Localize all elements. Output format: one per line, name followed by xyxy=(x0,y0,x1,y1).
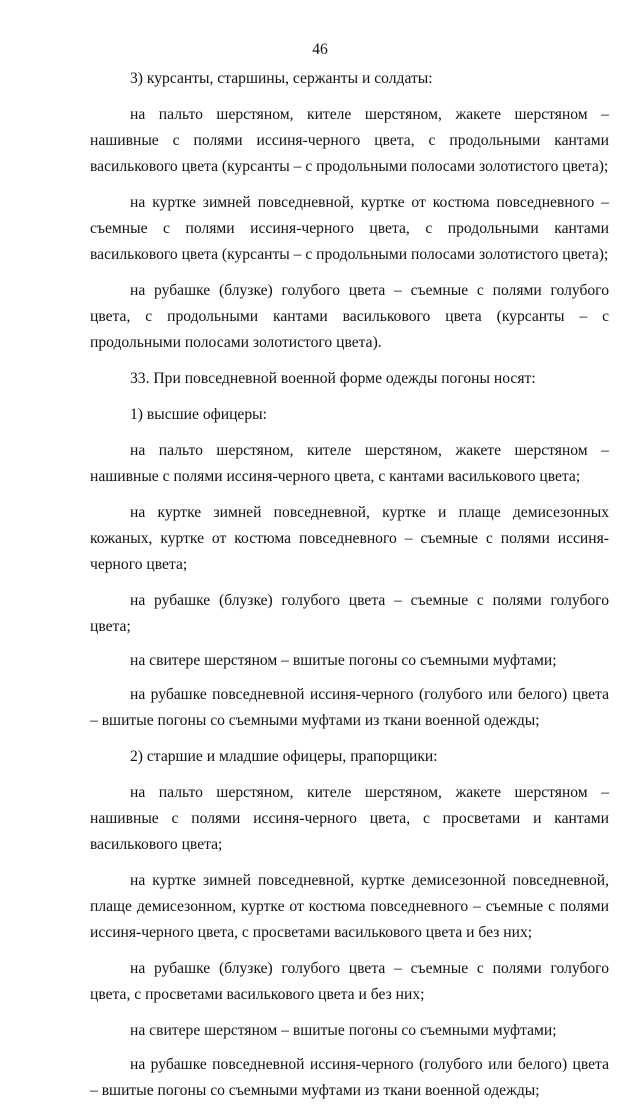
paragraph: на пальто шерстяном, кителе шерстяном, жакете шерстяном – нашивные с полями иссиня-черного цвета, с просветами и кантами василькового цвета; xyxy=(90,784,609,853)
paragraph: на свитере шерстяном – вшитые погоны со съемными муфтами; xyxy=(130,1022,557,1039)
paragraph: на свитере шерстяном – вшитые погоны со съемными муфтами; xyxy=(130,652,557,669)
paragraph: на куртке зимней повседневной, куртке и плаще демисезонных кожаных, куртке от костюма повседневного – съемные с полями иссиня-черного цвета; xyxy=(90,504,609,573)
paragraph: на рубашке повседневной иссиня-черного (голубого или белого) цвета – вшитые погоны со съемными муфтами из ткани военной одежды; xyxy=(90,1056,609,1099)
paragraph: на пальто шерстяном, кителе шерстяном, жакете шерстяном – нашивные с полями иссиня-черного цвета, с кантами василькового цвета; xyxy=(90,442,609,485)
paragraph: 1) высшие офицеры: xyxy=(130,406,267,423)
paragraph: на пальто шерстяном, кителе шерстяном, жакете шерстяном – нашивные с полями иссиня-черного цвета, с продольными кантами василькового цвета (курсанты – с продольными полосами золотистого цвета); xyxy=(90,106,609,175)
paragraph: на рубашке повседневной иссиня-черного (голубого или белого) цвета – вшитые погоны со съемными муфтами из ткани военной одежды; xyxy=(90,686,609,729)
paragraph: 3) курсанты, старшины, сержанты и солдаты: xyxy=(130,70,433,87)
paragraph: 2) старшие и младшие офицеры, прапорщики: xyxy=(130,748,438,765)
paragraph: 33. При повседневной военной форме одежды погоны носят: xyxy=(130,370,536,387)
document-body xyxy=(90,66,609,1114)
paragraph: на рубашке (блузке) голубого цвета – съемные с полями голубого цвета, с продольными кантами василькового цвета (курсанты – с продольными полосами золотистого цвета). xyxy=(90,282,609,351)
page-number: 46 xyxy=(312,41,328,58)
paragraph: на куртке зимней повседневной, куртке от костюма повседневного – съемные с полями иссиня-черного цвета, с продольными кантами василькового цвета (курсанты – с продольными полосами золотистого цвета); xyxy=(90,194,609,263)
paragraph: на рубашке (блузке) голубого цвета – съемные с полями голубого цвета, с просветами василькового цвета и без них; xyxy=(90,960,609,1003)
paragraph: на рубашке (блузке) голубого цвета – съемные с полями голубого цвета; xyxy=(90,592,609,635)
paragraph: на куртке зимней повседневной, куртке демисезонной повседневной, плаще демисезонном, куртке от костюма повседневного – съемные с полями иссиня-черного цвета, с просветами василькового цвета и без них; xyxy=(90,872,609,941)
